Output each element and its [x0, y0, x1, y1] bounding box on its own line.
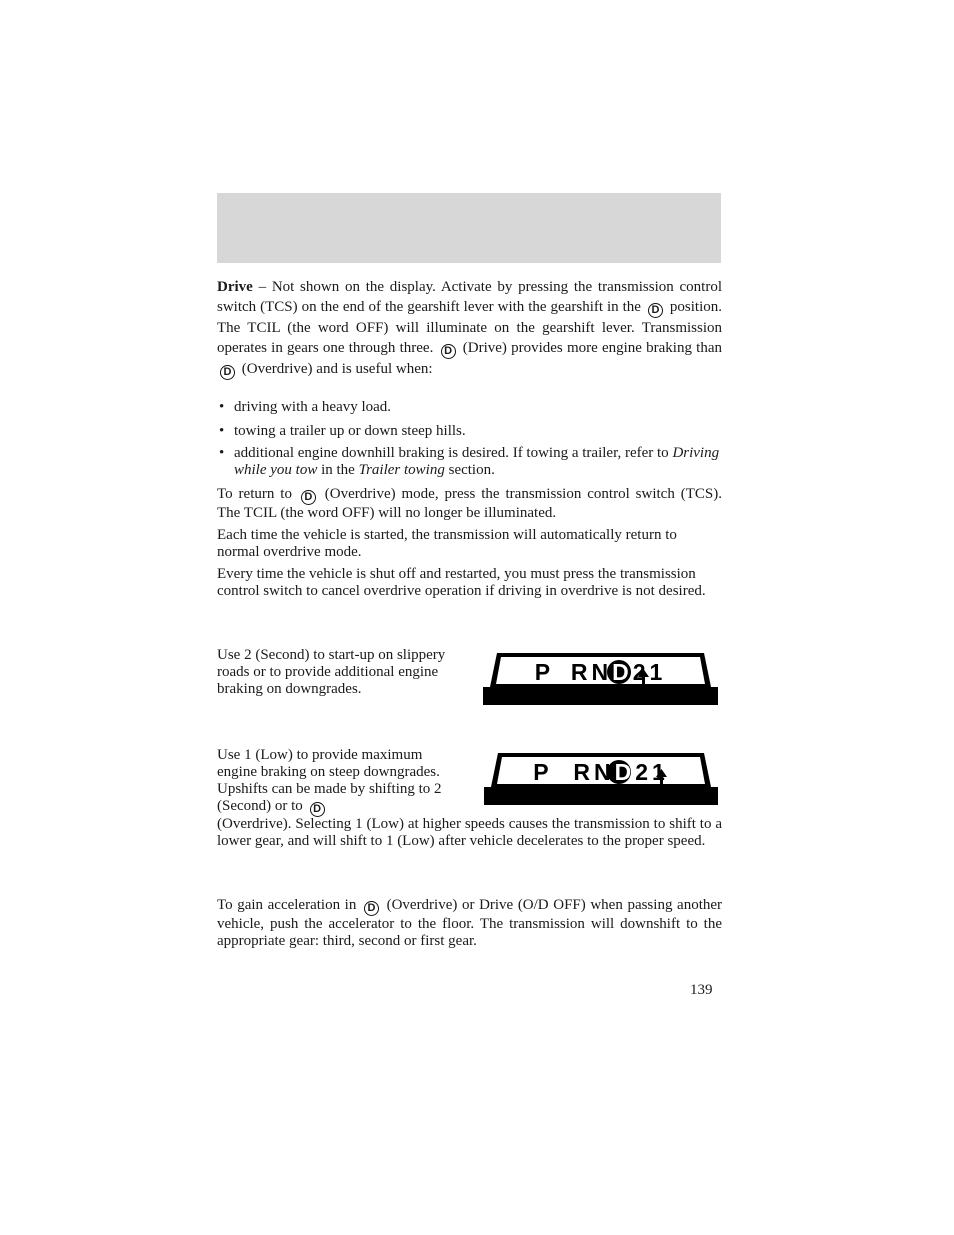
started-paragraph: Each time the vehicle is started, the transmission will automatically return to normal overdrive mode.	[217, 527, 677, 560]
low-paragraph-2: (Overdrive). Selecting 1 (Low) at higher speeds causes the transmission to shift to a lower gear, and will shift to 1 (Low) after vehicle decelerates to the proper speed.	[217, 816, 722, 849]
gear-letters-second: P RND21	[534, 659, 667, 685]
list-item: • additional engine downhill braking is desired. If towing a trailer, refer to Driving while you tow in the Trailer towing section.	[217, 445, 722, 479]
second-paragraph: Use 2 (Second) to start-up on slippery roads or to provide additional engine braking on downgrades.	[217, 647, 446, 697]
low-section-cont	[217, 816, 722, 850]
bullet-list-container	[217, 399, 722, 479]
list-item: • towing a trailer up or down steep hills.	[217, 423, 722, 440]
gear-letters-low: P RND21	[533, 759, 669, 785]
overdrive-icon: D	[310, 802, 325, 817]
return-section	[217, 486, 722, 600]
gear-display-base	[483, 687, 718, 705]
return-paragraph: To return to D (Overdrive) mode, press the transmission control switch (TCS). The TCIL (the word OFF) will no longer be illuminated.	[217, 486, 722, 521]
second-section	[217, 647, 457, 698]
overdrive-icon: D	[648, 303, 663, 318]
overdrive-icon: D	[220, 365, 235, 380]
drive-heading: Drive	[217, 279, 253, 295]
low-section	[217, 747, 457, 817]
drive-paragraph: Drive – Not shown on the display. Activate by pressing the transmission control switch (TCS) on the end of the gearshift lever with the gearshift in the D position. The TCIL (the word OFF) will illuminate on the gearshift lever. Transmission operates in gears one through three. D (Drive) provides more engine braking than D (Overdrive) and is useful when:	[217, 279, 723, 378]
shutoff-paragraph: Every time the vehicle is shut off and restarted, you must press the transmission control switch to cancel overdrive operation if driving in overdrive is not desired.	[217, 566, 706, 599]
section-header-band	[217, 193, 721, 263]
overdrive-icon: D	[364, 901, 379, 916]
gear-display-second	[483, 651, 718, 705]
overdrive-icon: D	[301, 490, 316, 505]
page-number: 139	[690, 982, 713, 998]
low-paragraph-1: Use 1 (Low) to provide maximum engine braking on steep downgrades. Upshifts can be made by shifting to 2 (Second) or to D	[217, 747, 442, 815]
accel-paragraph: To gain acceleration in D (Overdrive) or Drive (O/D OFF) when passing another vehicle, push the accelerator to the floor. The transmission will downshift to the appropriate gear: third, second or first gear.	[217, 897, 723, 949]
gear-display-low	[484, 751, 718, 805]
bullet-list	[217, 399, 722, 479]
overdrive-icon: D	[441, 344, 456, 359]
list-item: • driving with a heavy load.	[217, 399, 722, 416]
accel-section	[217, 897, 722, 950]
gear-display-base	[484, 787, 718, 805]
drive-section	[217, 277, 722, 380]
